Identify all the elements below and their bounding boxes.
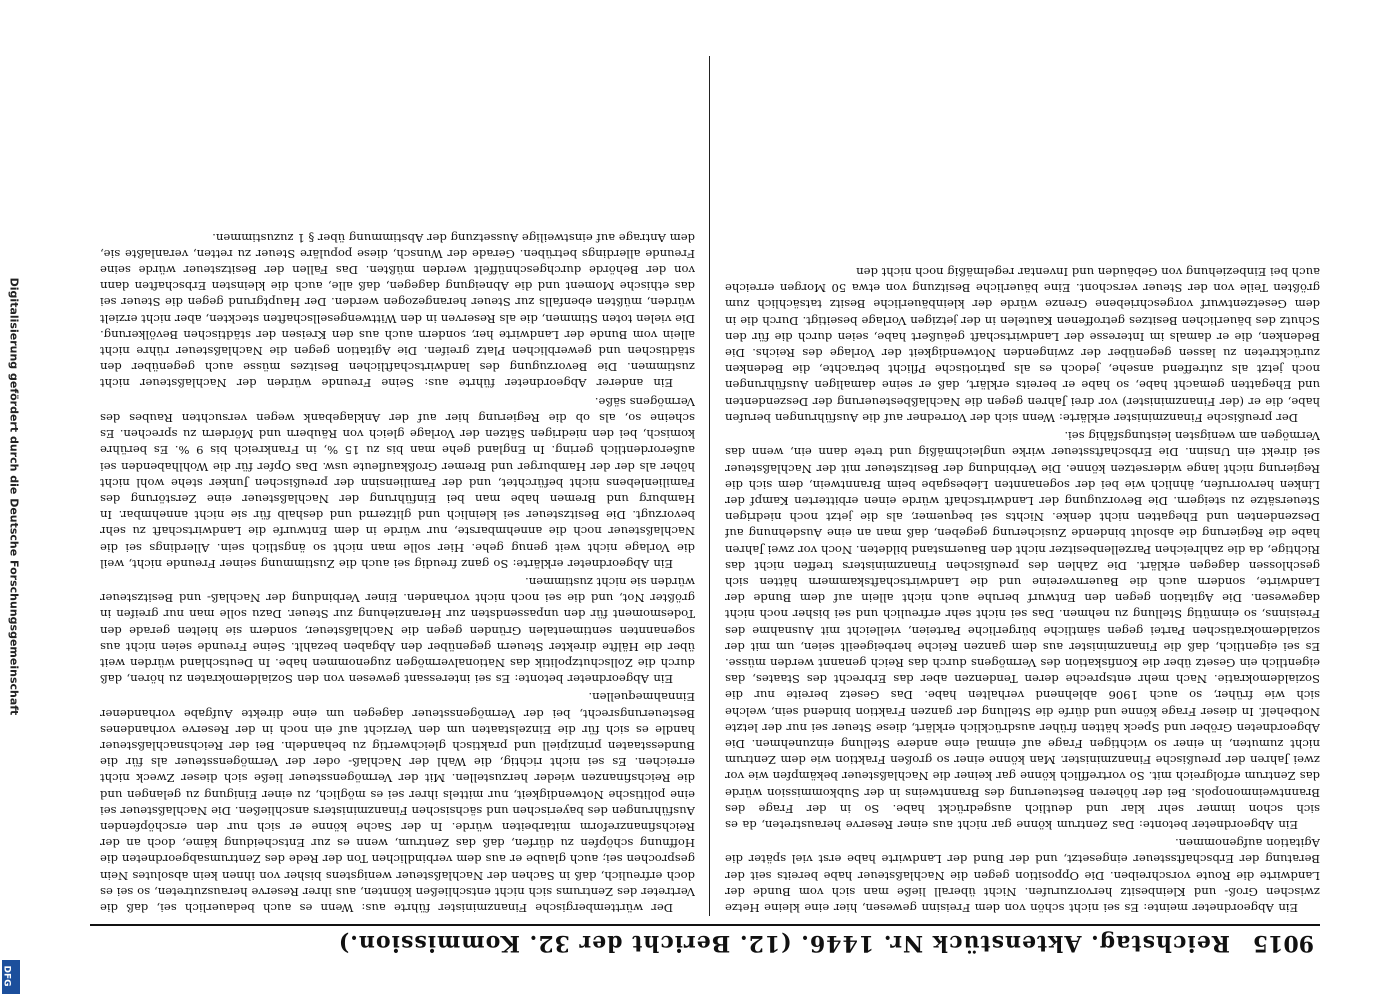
rotated-sheet <box>90 40 1320 960</box>
paragraph: Ein Abgeordneter erklärte: So ganz freudig sei auch die Zustimmung seiner Freunde nicht, weil die Vorlage nicht weit genug gehe. Hier solle man nicht so ängstlich sein. Allerdings sei die Nachlaßsteuer noch die annehmbarste, nur würde in dem Entwurfe die Landwirtschaft zu sehr bevorzugt. Die Besitzsteuer sei kleinlich und glitzernd und deshalb für sie nicht annehmbar. In Hamburg und Bremen habe man bei Einführung der Nachlaßsteuer eine Zerstörung des Familienlebens nicht befürchtet, und der Familiensinn der preußischen Junker stehe wohl nicht höher als der der Hamburger und Bremer Großkaufleute usw. Das Opfer für die Wohlhabenden sei außerordentlich gering. In England gehe man bis zu 15 %, in Frankreich bis 9 %. Es berühre komisch, bei den niedrigen Sätzen der Vorlage gleich von Räubern und Mördern zu sprechen. Es scheine so, als ob die Regierung hier auf der Anklagebank wegen versuchten Raubes des Vermögens säße. <box>100 394 695 571</box>
right-column <box>100 46 695 916</box>
page-number: 9015 <box>1252 930 1314 956</box>
logo-text: DFG <box>1 965 12 987</box>
paragraph: Der preußische Finanzminister erklärte: Wenn sich der Vorredner auf die Ausführungen berufen habe, die er (der Finanzminister) vor drei Jahren gegen die Nachlaßbesteuerung der Deszendenten und Ehegatten gemacht habe, so habe er bereits erklärt, daß er seine damaligen Ausführungen noch jetzt als zutreffend ansehe, jedoch es als patriotische Pflicht betrachte, die Bedenken zurücktreten zu lassen gegenüber der zwingenden Notwendigkeit der Vorlage des Reichs. Die Bedenken, die er damals im Interesse der Landwirtschaft geäußert habe, seien durch die für den Schutz des bäuerlichen Besitzes getroffenen Kautelen in der jetzigen Vorlage beseitigt. Durch die in dem Gesetzentwurf vorgeschriebene Grenze würde der kleinbäuerliche Besitz tatsächlich zum größten Teile von der Steuer verschont. Eine bäuerliche Besitzung von etwa 50 Morgen erreiche auch bei Einbeziehung von Gebäuden und Inventar regelmäßig noch nicht den <box>725 265 1320 425</box>
paragraph: Ein Abgeordneter betonte: Das Zentrum könne gar nicht aus einer Reserve heraustreten, da es sich schon immer sehr klar und deutlich ausgedrückt habe. So in der Frage des Branntweinmonopols. Bei der höheren Besteuerung des Branntweins in der Subkommission würde das Zentrum erfolgreich mit. So vortrefflich könne gar keiner die Nachlaßsteuer bekämpfen wie vor zwei Jahren der preußische Finanzminister. Man könne einer so großen Fraktion wie dem Zentrum nicht zumuten, in einer so wichtigen Frage auf einmal eine andere Stellung einzunehmen. Die Abgeordneten Gröber und Speck hätten früher ausdrücklich erklärt, diese Steuer sei nur der letzte Notbehelf. In dieser Frage könne und dürfe die Stellung der ganzen Fraktion bindend sein, welche sich wie früher, so auch 1906 ablehnend verhalten habe. Das Gesetz bereite nur die Sozialdemokratie. Nach mehr entspreche deren Tendenzen aber das Erbrecht des Staates, das eigentlich ein Gesetz über die Konfiskation des Vermögens durch das Reich genannt werden müsse. Es sei eigentlich, daß die Finanzminister aus dem ganzen Reiche herbeigeeilt seien, um mit der sozialdemokratischen Partei gegen sämtliche bürgerliche Parteien, vielleicht mit Ausnahme des Freisinns, so einmütig Stellung zu nehmen. Das sei nicht sehr erfreulich und sei bisher noch nicht dagewesen. Die Agitation gegen den Entwurf beruhe auch nicht allein auf dem Bunde der Landwirte, sondern auch die Bauernvereine und die Landwirtschaftskammern hätten sich geschlossen dagegen erklärt. Die Zahlen des preußischen Finanzministers treffen nicht das Richtige, da die zahlreichen Parzellenbesitzer nicht den Bauernstand bildeten. Noch vor zwei Jahren habe die Regierung die absolut bindende Zusicherung gegeben, daß man an eine Ausdehnung auf Deszendenten und Ehegatten nicht denke. Nichts sei bequemer, als die jetzt noch niedrigen Steuersätze zu steigern. Die Bevorzugung der Landwirtschaft würde einen erbitterten Kampf der Linken hervorrufen, ähnlich wie bei der sogenannten Liebesgabe beim Branntwein, dem sich die Regierung nicht lange widersetzen könne. Die Verbindung der Besitzsteuer mit der Nachlaßsteuer sei direkt ein Unsinn. Die Erbschaftssteuer wirke ungleichmäßig und trete dann ein, wenn das Vermögen am wenigsten leistungsfähig sei. <box>725 429 1320 832</box>
dfg-logo-icon <box>2 960 20 994</box>
credit-text: Digitalisierung gefördert durch die Deutsche Forschungsgemeinschaft <box>7 277 21 716</box>
paragraph: Der württembergische Finanzminister führte aus: Wenn es auch bedauerlich sei, daß die Vertreter des Zentrums sich nicht entschließen könnten, aus ihrer Reserve herauszutreten, so sei es doch erfreulich, daß in Sachen der Nachlaßsteuer wenigstens bisher von ihnen kein absolutes Nein gesprochen sei; auch glaube er aus dem verbindlichen Ton der Rede des Zentrumsabgeordneten die Hoffnung schöpfen zu dürfen, daß das Zentrum, wenn es zur Entscheidung käme, doch an der Reichsfinanzreform mitarbeiten würde. In der Sache könne er sich nur den erschöpfenden Ausführungen des bayerischen und sächsischen Finanzministers anschließen. Die Nachlaßsteuer sei eine politische Notwendigkeit, nur mittels ihrer sei es möglich, zu einer Einigung zu gelangen und die Reichsfinanzen wieder herzustellen. Mit der Vermögenssteuer ließe sich dieser Zweck nicht erreichen. Es sei nicht richtig, die Wahl der Nachlaß- oder der Vermögenssteuer als für die Bundesstaaten prinzipiell und praktisch gleichwertig zu behandeln. Bei der Reichsnachlaßsteuer handle es sich für die Einzelstaaten um den Verzicht auf ein noch in der Reserve vorhandenes Besteuerungsrecht, bei der Vermögenssteuer dagegen um eine direkte Aufgabe vorhandener Einnahmequellen. <box>100 690 695 915</box>
page-header <box>90 924 1320 960</box>
column-divider <box>709 56 710 916</box>
paragraph: Ein Abgeordneter betonte: Es sei interessant gewesen von den Sozialdemokraten zu hören, daß durch die Zollschutzpolitik das Nationalvermögen zugenommen habe. In Deutschland würden weit über die Hälfte direkter Steuern gegenüber den Abgaben bezahlt. Seine Freunde seien nicht aus sogenannten sentimentalen Gründen gegen die Nachlaßsteuer, sondern sie hielten gerade den Todesmoment für den unpassendsten zur Heranziehung zur Steuer. Dazu solle man nur greifen in größter Not, und die sei noch nicht vorhanden. Einer Verbindung der Nachlaß- und Besitzsteuer würden sie nicht zustimmen. <box>100 574 695 687</box>
paragraph: Ein Abgeordneter meinte: Es sei nicht schön von dem Freisinn gewesen, hier eine kleine Hetze zwischen Groß- und Kleinbesitz hervorzurufen. Nicht überall ließe man sich vom Bunde der Landwirte die Route vorschreiben. Die Opposition gegen die Nachlaßsteuer habe bereits seit der Beratung der Erbschaftssteuer eingesetzt, und der Bund der Landwirte habe erst viel später die Agitation aufgenommen. <box>725 836 1320 915</box>
paragraph: Ein anderer Abgeordneter führte aus: Seine Freunde würden der Nachlaßsteuer nicht zustimmen. Die Bevorzugung des landwirtschaftlichen Besitzes müsse auch gegenüber den städtischen und gewerblichen Platz greifen. Die Agitation gegen die Nachlaßsteuer rühre nicht allein vom Bunde der Landwirte her, sondern auch aus den Kreisen der städtischen Bevölkerung. Die vielen toten Stimmen, die als Reserven in den Wittwengesellschaften steckten, aber nicht erzielt würden, müßten ebenfalls zur Steuer herangezogen werden. Der Hauptgrund gegen die Steuer sei das ethische Moment und die Abneigung dagegen, daß alle, auch die kleinsten Erbschaften dann von der Behörde durchgeschnüffelt werden müßten. Das Fallen der Besitzsteuer würde seine Freunde allerdings betrüben. Gerade der Wunsch, diese populäre Steuer zu retten, veranlaßte sie, dem Antrage auf einstweilige Aussetzung der Abstimmung über § 1 zuzustimmen. <box>100 230 695 391</box>
left-column <box>725 46 1320 916</box>
digitization-credit <box>1 0 24 1000</box>
page-title: Reichstag. Aktenstück Nr. 1446. (12. Bericht der 32. Kommission.) <box>337 930 1230 956</box>
text-columns <box>90 46 1320 916</box>
